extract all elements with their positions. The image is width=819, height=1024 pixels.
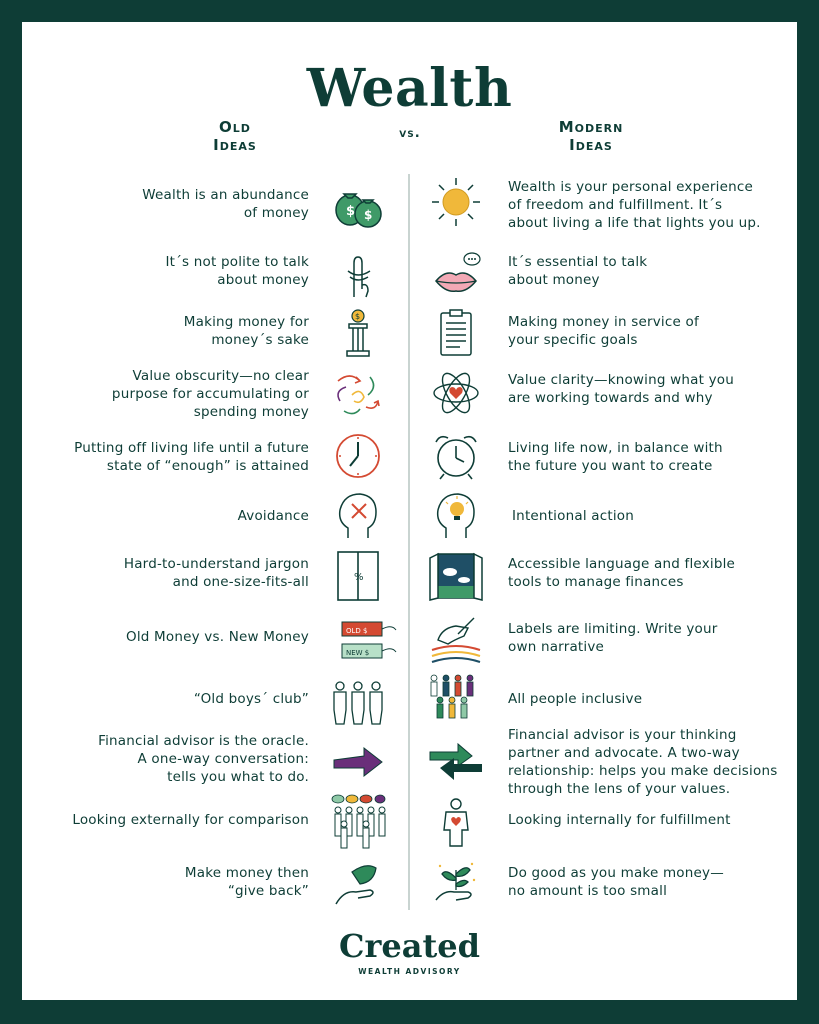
page-title: Wealth bbox=[306, 58, 513, 119]
shush-finger-icon bbox=[330, 249, 386, 301]
atom-heart-icon bbox=[428, 367, 484, 419]
chaotic-arrows-icon bbox=[330, 367, 386, 419]
old-idea-text: Hard-to-understand jargon and one-size-fits-all bbox=[123, 556, 309, 590]
brand-logo: Created bbox=[339, 927, 480, 965]
clock-icon bbox=[330, 430, 386, 482]
money-bags-icon bbox=[330, 178, 386, 230]
hand-sprout-icon bbox=[428, 860, 484, 912]
sun-icon bbox=[428, 176, 484, 228]
open-window-icon bbox=[428, 550, 484, 602]
head-lightbulb-icon bbox=[428, 490, 484, 542]
price-tags-icon bbox=[334, 614, 400, 666]
old-idea-text: Putting off living life until a future state of “enough” is attained bbox=[74, 440, 309, 474]
old-idea-text: Make money then “give back” bbox=[184, 865, 309, 899]
svg-text:$: $ bbox=[346, 204, 356, 219]
modern-idea-text: All people inclusive bbox=[508, 691, 643, 707]
old-idea-text: Wealth is an abundance of money bbox=[142, 187, 309, 221]
hand-leaf-icon bbox=[330, 860, 386, 912]
modern-idea-text: Labels are limiting. Write your own narrative bbox=[508, 621, 718, 655]
modern-ideas-header bbox=[516, 118, 666, 154]
svg-text:$: $ bbox=[364, 208, 373, 222]
coin-pedestal-icon bbox=[330, 307, 386, 359]
modern-idea-text: Financial advisor is your thinking partner and advocate. A two-way relationship: helps you make decisions through the lens of your values. bbox=[508, 727, 778, 797]
hand-writing-icon bbox=[428, 614, 484, 666]
modern-idea-text: It´s essential to talk about money bbox=[508, 254, 648, 288]
old-header-line-2: Ideas bbox=[213, 136, 257, 154]
old-idea-text: It´s not polite to talk about money bbox=[165, 254, 309, 288]
old-idea-text: “Old boys´ club” bbox=[193, 691, 309, 707]
modern-idea-text: Looking internally for fulfillment bbox=[508, 812, 731, 828]
modern-header-line-1: Modern bbox=[558, 118, 624, 136]
old-idea-text: Avoidance bbox=[237, 508, 309, 524]
old-idea-text: Making money for money´s sake bbox=[183, 314, 309, 348]
modern-idea-text: Living life now, in balance with the future you want to create bbox=[508, 440, 723, 474]
old-idea-text: Old Money vs. New Money bbox=[126, 629, 309, 645]
lips-speech-icon bbox=[428, 249, 484, 301]
svg-text:%: % bbox=[354, 572, 364, 583]
brand-tagline: WEALTH ADVISORY bbox=[358, 967, 461, 976]
vs-label: vs. bbox=[399, 126, 421, 141]
modern-idea-text: Accessible language and flexible tools to manage finances bbox=[508, 556, 736, 590]
one-way-arrow-icon bbox=[330, 738, 386, 790]
old-money-tag: OLD $ bbox=[346, 627, 368, 635]
person-heart-icon bbox=[428, 796, 484, 848]
clipboard-checklist-icon bbox=[428, 307, 484, 359]
modern-idea-text: Wealth is your personal experience of freedom and fulfillment. It´s about living a life that lights you up. bbox=[508, 179, 761, 231]
crowd-speech-icon bbox=[330, 794, 386, 850]
old-idea-text: Financial advisor is the oracle. A one-way conversation: tells you what to do. bbox=[98, 733, 309, 785]
center-divider bbox=[408, 174, 410, 910]
diverse-people-icon bbox=[428, 672, 484, 728]
old-idea-text: Value obscurity—no clear purpose for accumulating or spending money bbox=[111, 368, 309, 420]
modern-idea-text: Intentional action bbox=[512, 508, 635, 524]
two-way-arrows-icon bbox=[428, 738, 484, 790]
old-header-line-1: Old bbox=[219, 118, 251, 136]
modern-idea-text: Value clarity—knowing what you are working towards and why bbox=[508, 372, 734, 406]
old-ideas-header bbox=[160, 118, 310, 154]
old-idea-text: Looking externally for comparison bbox=[72, 812, 309, 828]
modern-header-line-2: Ideas bbox=[569, 136, 613, 154]
new-money-tag: NEW $ bbox=[346, 649, 370, 657]
alarm-clock-icon bbox=[428, 430, 484, 482]
svg-text:$: $ bbox=[355, 312, 361, 321]
head-x-icon bbox=[330, 490, 386, 542]
modern-idea-text: Making money in service of your specific goals bbox=[508, 314, 699, 348]
three-suited-men-icon bbox=[330, 678, 386, 730]
poster-frame bbox=[22, 22, 797, 1000]
modern-idea-text: Do good as you make money— no amount is too small bbox=[508, 865, 724, 899]
closed-window-icon bbox=[330, 550, 386, 602]
